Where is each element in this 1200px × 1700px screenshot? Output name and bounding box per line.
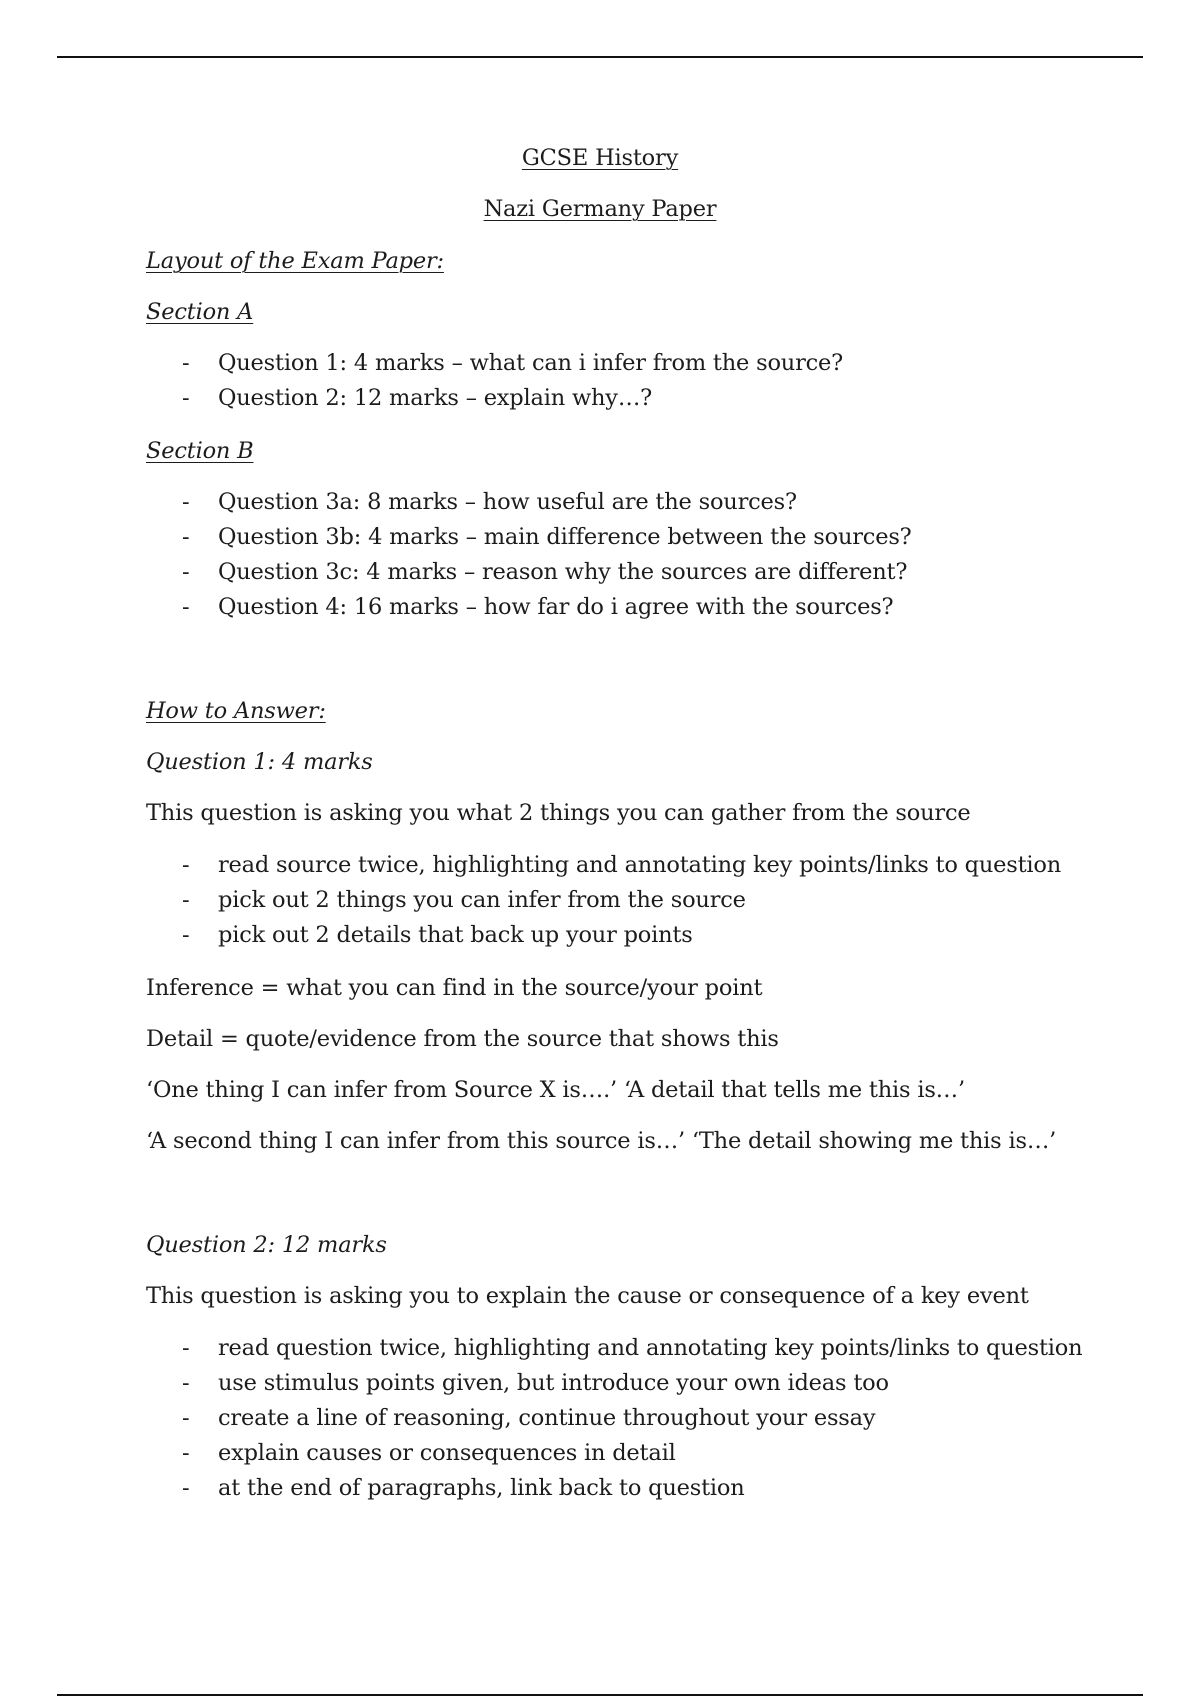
q2-heading: Question 2: 12 marks: [146, 1232, 387, 1258]
detail-definition: Detail = quote/evidence from the source that shows this: [146, 1026, 779, 1052]
bullet-dash: -: [182, 852, 190, 878]
q1-example-1: ‘One thing I can infer from Source X is….’ ‘A detail that tells me this is…’: [146, 1077, 965, 1103]
bullet-dash: -: [182, 1475, 190, 1501]
q1-example-2: ‘A second thing I can infer from this source is…’ ‘The detail showing me this is…’: [146, 1128, 1057, 1154]
bullet-dash: -: [182, 385, 190, 411]
page-title: GCSE History: [521, 145, 679, 171]
bullet-dash: -: [182, 1440, 190, 1466]
bullet-dash: -: [182, 350, 190, 376]
bullet-dash: -: [182, 887, 190, 913]
page-subtitle: Nazi Germany Paper: [483, 196, 717, 222]
how-to-answer-heading: How to Answer:: [146, 698, 326, 724]
inference-definition: Inference = what you can find in the source/your point: [146, 975, 763, 1001]
q1-heading: Question 1: 4 marks: [146, 749, 373, 775]
bottom-rule: [57, 1694, 1143, 1696]
bullet-dash: -: [182, 594, 190, 620]
q2-intro: This question is asking you to explain the cause or consequence of a key event: [146, 1283, 1029, 1309]
top-rule: [57, 56, 1143, 58]
bullet-dash: -: [182, 922, 190, 948]
bullet-dash: -: [182, 1370, 190, 1396]
q1-intro: This question is asking you what 2 things you can gather from the source: [146, 800, 971, 826]
bullet-dash: -: [182, 1335, 190, 1361]
bullet-dash: -: [182, 559, 190, 585]
bullet-dash: -: [182, 1405, 190, 1431]
section-b-heading: Section B: [146, 438, 254, 464]
bullet-dash: -: [182, 524, 190, 550]
layout-heading: Layout of the Exam Paper:: [146, 248, 444, 274]
section-a-heading: Section A: [146, 299, 254, 325]
bullet-dash: -: [182, 489, 190, 515]
